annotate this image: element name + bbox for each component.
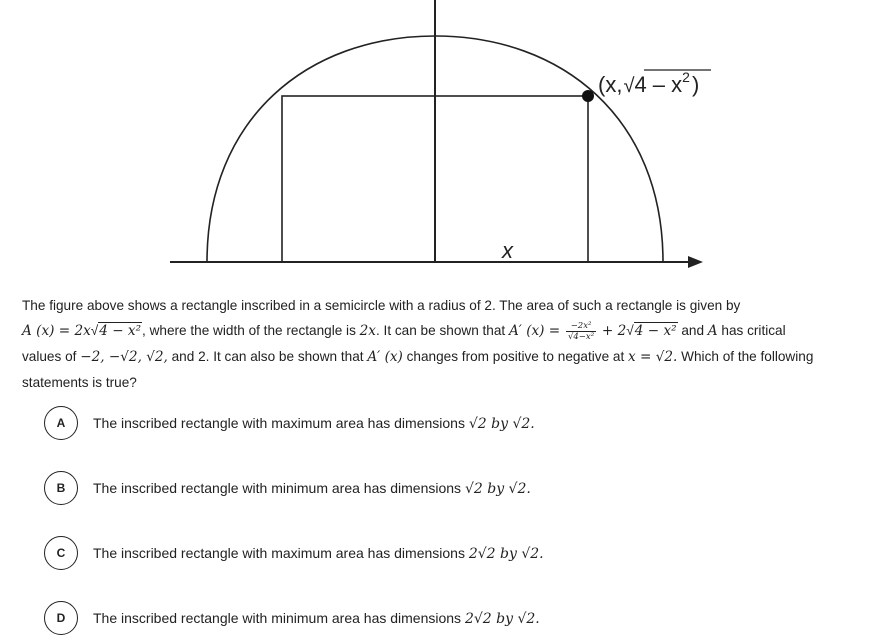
stem-line-1: The figure above shows a rectangle inscribed in a semicircle with a radius of 2. The area of such a rectangle is given by [22,298,741,313]
x-axis-arrow [688,256,703,268]
choice-d[interactable] [44,600,540,636]
choice-c-badge[interactable]: C [44,536,78,570]
choice-b-text: The inscribed rectangle with minimum area has dimensions √2 by √2. [93,479,531,497]
vertex-point [582,90,594,102]
derivative-fraction: $\frac{\text{−2x²}}{\text{√4−x²}}$ [567,320,595,342]
point-label: $(x,√4 - x^2)$ [598,69,700,97]
choice-b[interactable] [44,470,531,506]
choice-a-badge[interactable]: A [44,406,78,440]
choice-a-text: The inscribed rectangle with maximum area has dimensions √2 by √2. [93,414,535,432]
choice-d-badge[interactable]: D [44,601,78,635]
choice-a[interactable] [44,405,535,441]
choice-d-text: The inscribed rectangle with minimum area has dimensions 2√2 by √2. [93,609,540,627]
choice-b-badge[interactable]: B [44,471,78,505]
semicircle-figure [0,0,888,290]
question-stem [22,293,872,395]
stem-line-2: A (x) = 2x√4 − x², where the width of the rectangle is 2x. It can be shown that A′ (x) = $\frac{\text{−2x²}}{\text{√4−x²}}$ + 2√4 − x² and A has critical [22,320,786,342]
stem-line-3: values of −2, −√2, √2, and 2. It can also be shown that A′ (x) changes from positive to negative at x = √2. Which of the following statements is true? [22,349,814,390]
axis-x-label: x [502,238,513,263]
choice-c-text: The inscribed rectangle with maximum area has dimensions 2√2 by √2. [93,544,544,562]
choice-c[interactable] [44,535,544,571]
